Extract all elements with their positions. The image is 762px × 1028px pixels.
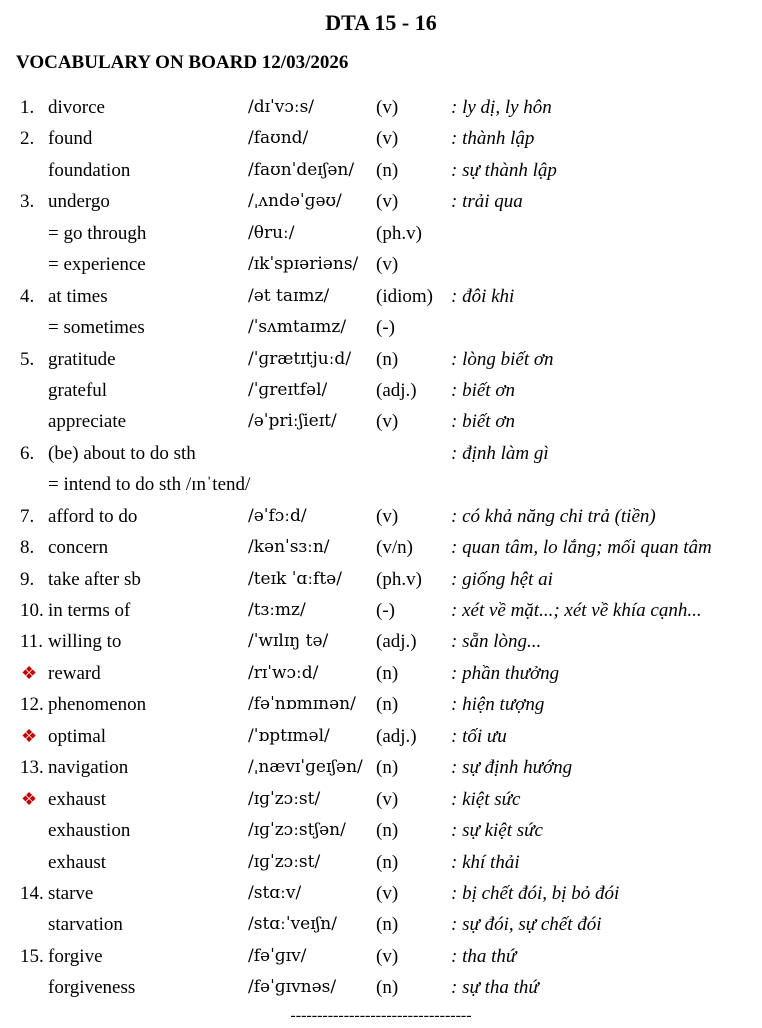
item-number: 15. [20, 945, 44, 967]
footer-divider: ---------------------------------- [290, 1007, 472, 1024]
vocab-meaning: : khí thải [451, 851, 520, 873]
vocab-row [0, 847, 762, 878]
vocab-meaning: : ly dị, ly hôn [451, 97, 552, 118]
item-number: 1. [20, 97, 35, 118]
vocab-word: = experience [48, 254, 146, 276]
vocab-part-of-speech: (-) [376, 317, 395, 339]
vocab-word: optimal [48, 725, 107, 747]
vocab-part-of-speech: (v) [376, 128, 399, 150]
item-number: 9. [20, 568, 35, 590]
vocab-part-of-speech: (-) [376, 600, 395, 621]
vocab-pronunciation: /ɪɡˈzɔːst/ [248, 851, 321, 872]
vocab-pronunciation: /ət taɪmz/ [248, 285, 330, 306]
vocab-word: starve [48, 882, 94, 904]
red-diamond-bullet-icon: ❖ [21, 788, 38, 809]
item-number: 11. [20, 631, 44, 653]
vocab-part-of-speech: (n) [376, 694, 399, 716]
vocab-meaning: : tối ưu [451, 725, 507, 747]
vocab-pronunciation: /rɪˈwɔːd/ [248, 662, 319, 683]
vocab-part-of-speech: (v) [376, 254, 399, 276]
vocab-part-of-speech: (n) [376, 348, 399, 370]
vocab-row [0, 721, 762, 752]
vocab-row [0, 344, 762, 375]
item-number: 10. [20, 600, 44, 621]
vocab-meaning: : kiệt sức [451, 788, 521, 810]
vocab-pronunciation: /ˈɒptɪməl/ [248, 725, 330, 746]
vocab-row [0, 438, 762, 469]
vocab-row [0, 784, 762, 815]
item-number: 12. [20, 694, 44, 716]
vocab-meaning: : trải qua [451, 191, 523, 213]
vocab-meaning: : xét về mặt...; xét về khía cạnh... [451, 600, 702, 621]
vocab-pronunciation: /əˈfɔːd/ [248, 505, 307, 526]
vocab-pronunciation: /ˈwɪlɪŋ tə/ [248, 631, 329, 652]
vocab-row [0, 878, 762, 909]
vocab-row [0, 469, 762, 500]
vocab-word: (be) about to do sth [48, 442, 196, 464]
vocab-word: afford to do [48, 505, 138, 527]
vocab-pronunciation: /kənˈsɜːn/ [248, 537, 330, 558]
page-title: DTA 15 - 16 [325, 10, 437, 35]
vocab-meaning: : quan tâm, lo lắng; mối quan tâm [451, 537, 712, 559]
item-number: 2. [20, 128, 35, 150]
vocab-word: = intend to do sth /ɪnˈtend/ [48, 474, 251, 496]
vocab-word: reward [48, 662, 101, 684]
vocab-part-of-speech: (adj.) [376, 379, 417, 401]
vocab-meaning: : sự tha thứ [451, 977, 539, 999]
vocab-meaning: : giống hệt ai [451, 568, 553, 590]
vocab-row [0, 909, 762, 940]
item-number: 13. [20, 757, 44, 779]
vocab-row [0, 92, 762, 123]
vocab-meaning: : tha thứ [451, 945, 517, 967]
vocab-pronunciation: /ɪɡˈzɔːst/ [248, 788, 321, 809]
vocabulary-list [0, 92, 762, 1004]
vocab-row [0, 972, 762, 1003]
vocab-row [0, 123, 762, 154]
vocab-pronunciation: /əˈpriːʃieɪt/ [248, 411, 337, 432]
vocab-part-of-speech: (adj.) [376, 725, 417, 747]
vocab-meaning: : có khả năng chi trả (tiền) [451, 505, 656, 527]
vocab-pronunciation: /ˌnævɪˈɡeɪʃən/ [248, 757, 363, 778]
vocab-meaning: : thành lập [451, 128, 535, 150]
vocab-word: exhaust [48, 788, 107, 810]
vocab-part-of-speech: (ph.v) [376, 222, 422, 244]
vocab-meaning: : phần thưởng [451, 662, 560, 684]
vocab-word: take after sb [48, 568, 141, 590]
vocab-row [0, 249, 762, 280]
vocab-part-of-speech: (n) [376, 977, 399, 999]
vocab-row [0, 658, 762, 689]
vocab-word: exhaustion [48, 820, 131, 842]
vocab-pronunciation: /ˌʌndəˈɡəʊ/ [248, 191, 342, 212]
vocab-meaning: : lòng biết ơn [451, 348, 554, 370]
vocab-word: forgiveness [48, 977, 136, 999]
item-number: 4. [20, 285, 35, 307]
vocab-row [0, 375, 762, 406]
vocab-row [0, 312, 762, 343]
vocab-pronunciation: /faʊnd/ [248, 128, 309, 149]
vocab-pronunciation: /ɪɡˈzɔːstʃən/ [248, 820, 346, 841]
vocab-meaning: : định làm gì [451, 442, 549, 464]
vocab-word: grateful [48, 379, 108, 401]
vocab-row [0, 501, 762, 532]
red-diamond-bullet-icon: ❖ [21, 662, 38, 683]
vocab-row [0, 186, 762, 217]
vocab-pronunciation: /stɑːˈveɪʃn/ [248, 914, 337, 935]
vocab-row [0, 155, 762, 186]
vocab-word: = sometimes [48, 317, 145, 339]
vocab-word: found [48, 128, 93, 150]
vocab-part-of-speech: (v) [376, 411, 399, 433]
vocab-word: phenomenon [48, 694, 147, 716]
vocab-part-of-speech: (v) [376, 945, 399, 967]
vocab-word: forgive [48, 945, 103, 967]
vocab-row [0, 815, 762, 846]
vocab-meaning: : hiện tượng [451, 694, 545, 716]
vocab-row [0, 532, 762, 563]
vocab-part-of-speech: (n) [376, 914, 399, 936]
vocab-part-of-speech: (n) [376, 159, 399, 181]
vocab-word: undergo [48, 191, 110, 213]
vocab-meaning: : đôi khi [451, 285, 515, 307]
vocab-meaning: : sự đói, sự chết đói [451, 914, 602, 936]
vocab-part-of-speech: (v) [376, 505, 399, 527]
vocab-part-of-speech: (ph.v) [376, 568, 422, 590]
red-diamond-bullet-icon: ❖ [21, 725, 38, 746]
vocab-pronunciation: /ɪkˈspɪəriəns/ [248, 254, 359, 275]
vocab-word: divorce [48, 97, 105, 118]
vocab-row [0, 752, 762, 783]
vocab-part-of-speech: (v) [376, 191, 399, 213]
vocab-word: gratitude [48, 348, 116, 370]
vocab-part-of-speech: (v/n) [376, 537, 413, 559]
vocab-part-of-speech: (n) [376, 820, 399, 842]
vocab-part-of-speech: (n) [376, 757, 399, 779]
vocab-part-of-speech: (v) [376, 788, 399, 810]
vocab-row [0, 689, 762, 720]
vocab-meaning: : sự thành lập [451, 159, 557, 181]
vocab-pronunciation: /fəˈɡɪv/ [248, 945, 307, 966]
vocab-row [0, 941, 762, 972]
vocab-word: navigation [48, 757, 129, 779]
vocab-word: foundation [48, 159, 131, 181]
vocab-word: concern [48, 537, 109, 559]
item-number: 3. [20, 191, 35, 213]
vocab-part-of-speech: (v) [376, 882, 399, 904]
vocab-word: appreciate [48, 411, 127, 433]
item-number: 8. [20, 537, 35, 559]
vocabulary-heading: VOCABULARY ON BOARD 12/03/2026 [16, 52, 349, 73]
vocab-part-of-speech: (adj.) [376, 631, 417, 653]
vocab-pronunciation: /teɪk ˈɑːftə/ [248, 568, 342, 589]
vocab-pronunciation: /fəˈɡɪvnəs/ [248, 977, 337, 998]
vocab-row [0, 406, 762, 437]
vocab-part-of-speech: (n) [376, 851, 399, 873]
vocab-part-of-speech: (v) [376, 97, 399, 118]
vocab-pronunciation: /ˈɡreɪtfəl/ [248, 379, 328, 400]
vocab-part-of-speech: (n) [376, 662, 399, 684]
vocab-word: = go through [48, 222, 147, 244]
vocab-row [0, 626, 762, 657]
vocab-pronunciation: /faʊnˈdeɪʃən/ [248, 159, 355, 180]
vocab-part-of-speech: (idiom) [376, 285, 433, 307]
vocab-meaning: : bị chết đói, bị bỏ đói [451, 882, 620, 904]
vocab-pronunciation: /tɜːmz/ [248, 600, 306, 620]
vocab-row [0, 218, 762, 249]
vocab-row [0, 564, 762, 595]
vocab-word: willing to [48, 631, 122, 653]
vocab-pronunciation: /ˈɡrætɪtjuːd/ [248, 348, 352, 369]
vocab-word: exhaust [48, 851, 107, 873]
vocab-meaning: : sự kiệt sức [451, 820, 543, 842]
vocab-word: in terms of [48, 600, 131, 621]
vocab-pronunciation: /fəˈnɒmɪnən/ [248, 694, 356, 715]
vocab-row [0, 595, 762, 626]
vocab-pronunciation: /ˈsʌmtaɪmz/ [248, 317, 347, 338]
vocab-pronunciation: /dɪˈvɔːs/ [248, 97, 315, 117]
item-number: 7. [20, 505, 35, 527]
item-number: 14. [20, 882, 44, 904]
item-number: 5. [20, 348, 35, 370]
vocab-row [0, 281, 762, 312]
vocab-meaning: : sẵn lòng... [451, 631, 542, 653]
vocab-meaning: : biết ơn [451, 379, 515, 401]
vocab-meaning: : biết ơn [451, 411, 515, 433]
vocab-pronunciation: /stɑːv/ [248, 882, 302, 903]
vocab-meaning: : sự định hướng [451, 757, 573, 779]
item-number: 6. [20, 442, 35, 464]
vocab-word: starvation [48, 914, 123, 936]
vocab-pronunciation: /θruː/ [248, 222, 295, 243]
vocab-word: at times [48, 285, 108, 307]
